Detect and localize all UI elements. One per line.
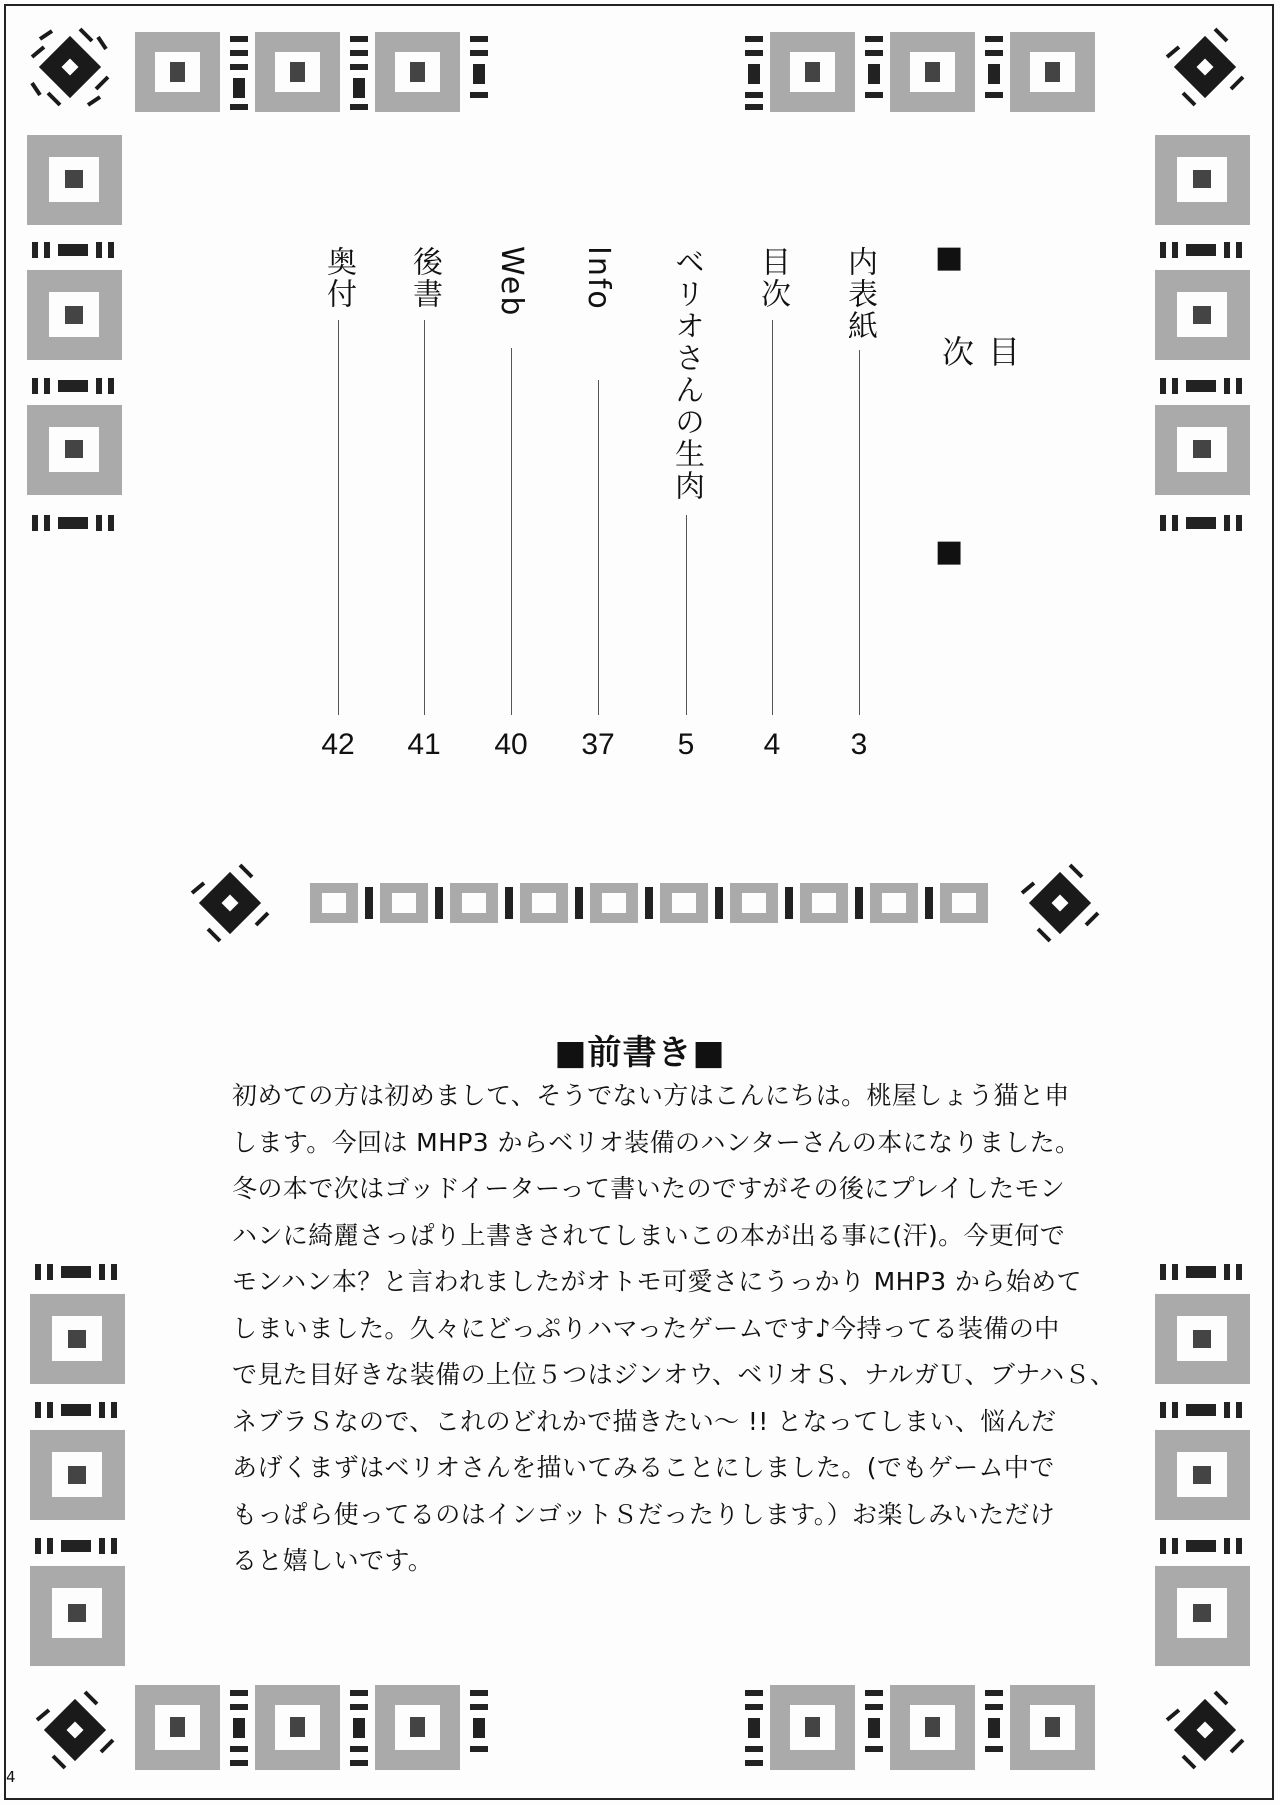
toc-entry-afterword xyxy=(404,246,444,314)
preface-line: で見た目好きな装備の上位５つはジンオウ、ベリオＳ、ナルガＵ、ブナハＳ、 xyxy=(232,1360,1116,1389)
right-border-ornament xyxy=(1150,130,1260,540)
right-bottom-border-ornament xyxy=(1150,1262,1260,1682)
preface-line: ると嬉しいです。 xyxy=(232,1546,434,1575)
toc-entry-colophon xyxy=(318,246,358,314)
toc-entry-page: 5 xyxy=(677,728,695,761)
toc-entry-page: 37 xyxy=(581,728,615,761)
toc-title-mark-bottom: ■ xyxy=(935,534,964,569)
toc-leader-line xyxy=(424,320,425,715)
toc-entry-page: 41 xyxy=(407,728,441,761)
toc-entry-label: Info xyxy=(581,246,616,311)
page-number: 4 xyxy=(6,1768,16,1786)
toc-entry-web xyxy=(491,246,531,321)
top-left-border-ornament xyxy=(25,22,545,122)
toc-entry-page: 3 xyxy=(850,728,868,761)
toc-leader-line xyxy=(686,515,687,715)
toc-entry-page: 42 xyxy=(321,728,355,761)
diamond-sun-icon xyxy=(32,29,108,105)
toc-leader-line xyxy=(859,350,860,715)
diamond-sun-icon xyxy=(192,865,268,941)
diamond-sun-icon xyxy=(37,1692,113,1768)
toc-entry-label: ベリオさんの生肉 xyxy=(669,246,704,502)
preface-body xyxy=(232,1073,1116,1585)
preface-line: 冬の本で次はゴッドイーターって書いたのですがその後にプレイしたモン xyxy=(232,1174,1066,1203)
preface-line: ネブラＳなので、これのどれかで描きたい～ !! となってしまい、悩んだ xyxy=(232,1406,1057,1436)
toc-leader-line xyxy=(511,348,512,715)
preface-line: あげくまずはベリオさんを描いてみることにしました。(でもゲーム中で xyxy=(232,1453,1055,1482)
toc-title-text: 目次 xyxy=(937,335,1021,407)
center-divider-ornament xyxy=(185,855,1105,955)
bottom-right-border-ornament xyxy=(740,1680,1260,1785)
toc-leader-line xyxy=(338,320,339,715)
toc-entry-cover xyxy=(839,246,879,346)
left-bottom-border-ornament xyxy=(25,1262,135,1682)
preface-line: 初めての方は初めまして、そうでない方はこんにちは。桃屋しょう猫と申 xyxy=(232,1081,1070,1110)
toc-leader-line xyxy=(772,320,773,715)
preface-line: ハンに綺麗さっぱり上書きされてしまいこの本が出る事に(汗)。今更何で xyxy=(232,1220,1066,1250)
top-right-border-ornament xyxy=(740,22,1260,122)
toc-entry-contents xyxy=(752,246,792,314)
toc-entry-label: 内表紙 xyxy=(842,246,877,342)
toc-entry-label: 目次 xyxy=(755,246,790,310)
toc-entry-info xyxy=(578,246,618,315)
toc-title-mark-top: ■ xyxy=(935,240,964,275)
toc-entry-story xyxy=(666,246,706,506)
bottom-left-border-ornament xyxy=(25,1680,545,1785)
toc-entry-page: 40 xyxy=(494,728,528,761)
toc-entry-label: 奥付 xyxy=(321,246,356,310)
toc-entry-label: Web xyxy=(494,246,529,318)
preface-heading: ■前書き■ xyxy=(554,1033,726,1073)
preface-line: しまいました。久々にどっぷりハマったゲームです♪今持ってる装備の中 xyxy=(232,1313,1060,1343)
preface-line: します。今回は MHP3 からベリオ装備のハンターさんの本になりました。 xyxy=(232,1127,1081,1157)
toc-entry-page: 4 xyxy=(763,728,781,761)
preface-line: モンハン本？と言われましたがオトモ可愛さにうっかり MHP3 から始めて xyxy=(232,1267,1082,1296)
preface-line: もっぱら使ってるのはインゴットＳだったりします。）お楽しみいただけ xyxy=(232,1499,1056,1529)
toc-entry-label: 後書 xyxy=(407,246,442,310)
diamond-sun-icon xyxy=(1022,865,1098,941)
left-border-ornament xyxy=(22,130,132,540)
diamond-sun-icon xyxy=(1167,1692,1243,1768)
diamond-sun-icon xyxy=(1167,29,1243,105)
toc-leader-line xyxy=(598,380,599,715)
